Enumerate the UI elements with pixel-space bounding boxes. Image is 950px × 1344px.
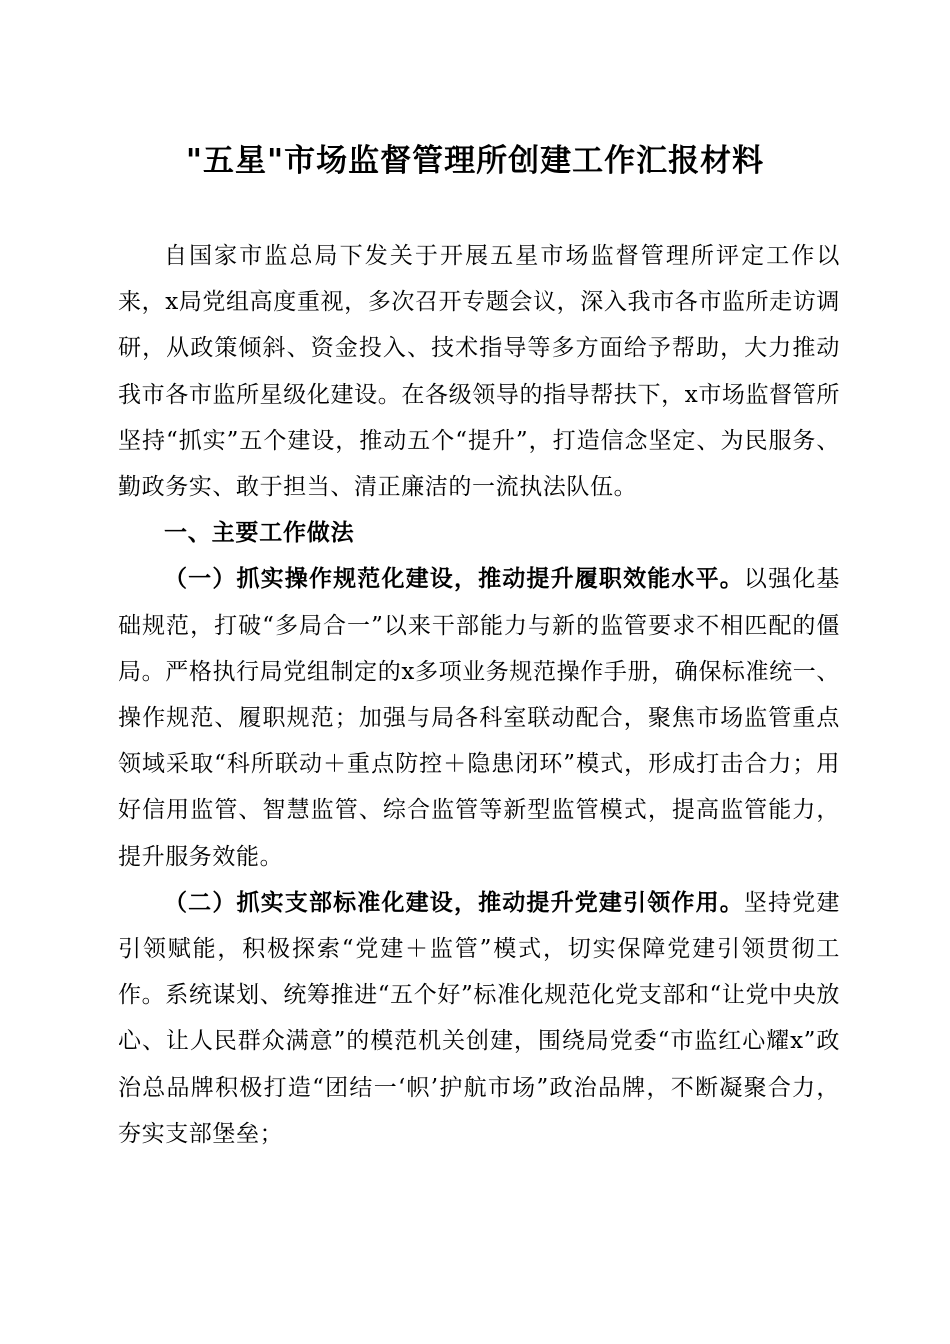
document-body: [118, 233, 840, 1157]
item-lead-2: （二）抓实支部标准化建设，推动提升党建引领作用。: [164, 889, 744, 916]
section-heading-main-work: 一、主要工作做法: [164, 520, 355, 547]
item-paragraph-2: [118, 880, 840, 1157]
item-paragraph-1: [118, 556, 840, 879]
item-lead-1: （一）抓实操作规范化建设，推动提升履职效能水平。: [164, 566, 744, 593]
item-text-2: 坚持党建引领赋能，积极探索“党建＋监管”模式，切实保障党建引领贯彻工作。系统谋划、统筹推进“五个好”标准化规范化党支部和“让党中央放心、让人民群众满意”的模范机关创建，围绕局党委“市监红心耀x”政治总品牌积极打造“团结一‘帜’护航市场”政治品牌，不断凝聚合力，夯实支部堡垒；: [118, 889, 840, 1147]
intro-paragraph: 自国家市监总局下发关于开展五星市场监督管理所评定工作以来，x局党组高度重视，多次召开专题会议，深入我市各市监所走访调研，从政策倾斜、资金投入、技术指导等多方面给予帮助，大力推动我市各市监所星级化建设。在各级领导的指导帮扶下，x市场监督管所坚持“抓实”五个建设，推动五个“提升”，打造信念坚定、为民服务、勤政务实、敢于担当、清正廉洁的一流执法队伍。: [118, 243, 840, 501]
item-text-1: 以强化基础规范，打破“多局合一”以来干部能力与新的监管要求不相匹配的僵局。严格执行局党组制定的x多项业务规范操作手册，确保标准统一、操作规范、履职规范；加强与局各科室联动配合，聚焦市场监管重点领域采取“科所联动＋重点防控＋隐患闭环”模式，形成打击合力；用好信用监管、智慧监管、综合监管等新型监管模式，提高监管能力，提升服务效能。: [118, 566, 840, 870]
document-title: "五星"市场监督管理所创建工作汇报材料: [185, 143, 765, 179]
